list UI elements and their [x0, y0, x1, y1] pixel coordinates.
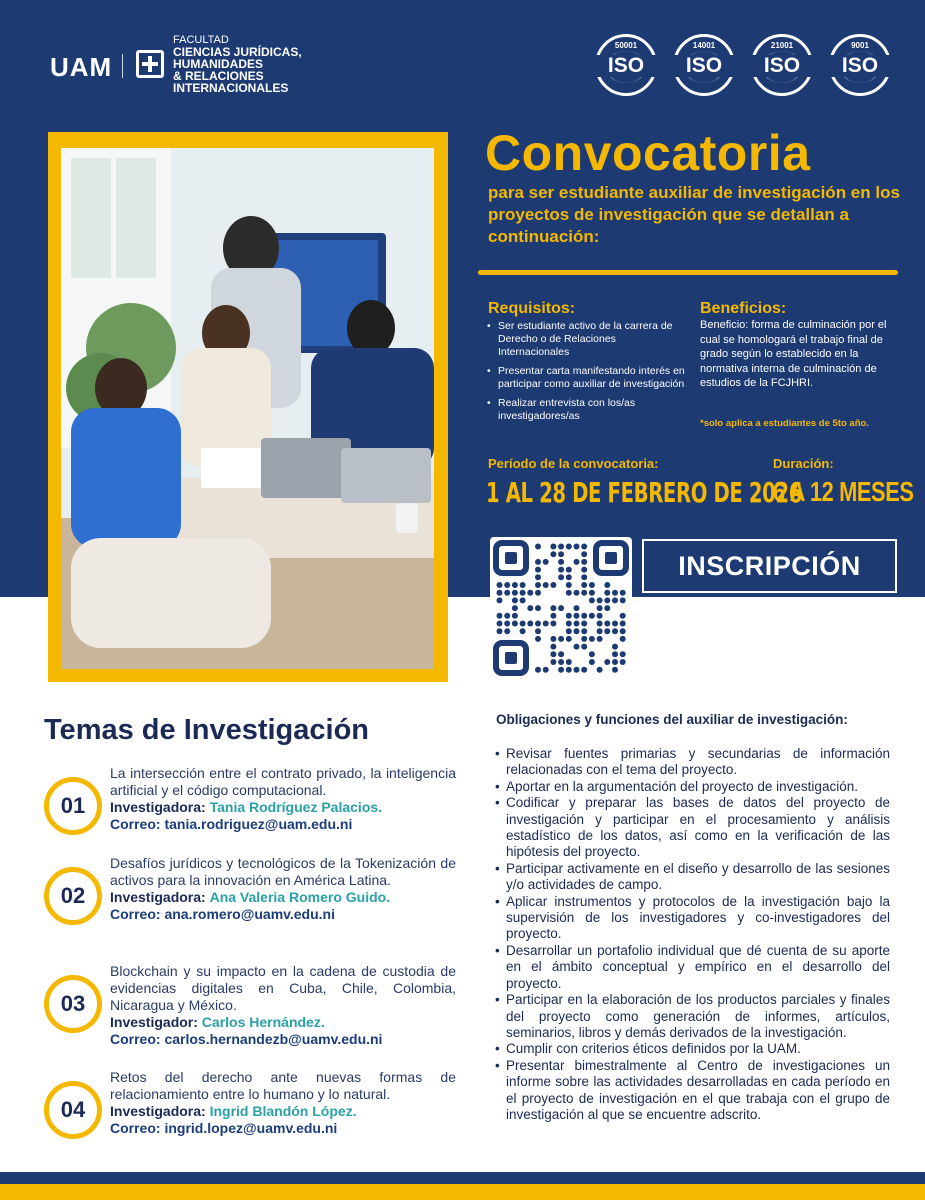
email-link[interactable]: ana.romero@uamv.edu.ni — [164, 906, 335, 922]
qr-module — [566, 659, 572, 665]
qr-module — [620, 597, 626, 603]
qr-module — [504, 590, 510, 596]
list-item: • Participar en la elaboración de los productos parciales y finales del proyecto como generación de informes, artículos, seminarios, libros y demás derivados de la investigación. — [495, 992, 890, 1041]
qr-module — [520, 628, 526, 634]
qr-module — [558, 667, 564, 673]
topic-text: Retos del derecho ante nuevas formas de relacionamiento entre lo humano y lo natural. — [110, 1069, 456, 1102]
list-item: • Codificar y preparar las bases de datos del proyecto de investigación y participar en el procesamiento y análisis estadístico de los datos, así como en la verificación de las hipótesis del proyecto. — [495, 795, 890, 861]
qr-module — [535, 605, 541, 611]
qr-module — [497, 590, 503, 596]
requirements-heading: Requisitos: — [488, 300, 576, 317]
qr-module — [558, 651, 564, 657]
qr-module — [535, 559, 541, 565]
qr-module — [550, 644, 556, 650]
qr-module — [550, 582, 556, 588]
page-subtitle: para ser estudiante auxiliar de investigación en los proyectos de investigación que se detallan a continuación: — [488, 183, 900, 246]
researcher-name: Ana Valeria Romero Guido. — [209, 889, 391, 905]
requirements-list — [487, 320, 687, 429]
qr-module — [535, 544, 541, 550]
topic-text: Desafíos jurídicos y tecnológicos de la Tokenización de activos para la innovación en América Latina. — [110, 855, 456, 888]
qr-module — [558, 605, 564, 611]
email-link[interactable]: tania.rodriguez@uam.edu.ni — [164, 816, 353, 832]
qr-module — [597, 605, 603, 611]
qr-module — [550, 551, 556, 557]
qr-module — [574, 544, 580, 550]
researcher-name: Tania Rodríguez Palacios. — [209, 799, 383, 815]
faculty-name — [173, 34, 302, 94]
qr-module — [535, 574, 541, 580]
qr-module — [597, 628, 603, 634]
qr-module — [527, 605, 533, 611]
qr-module — [550, 651, 556, 657]
qr-module — [589, 659, 595, 665]
researcher-label: Investigadora: — [110, 1103, 206, 1119]
logo-divider — [122, 54, 123, 78]
qr-module — [497, 621, 503, 627]
topic-body — [110, 1069, 456, 1137]
faculty-logo-icon — [136, 50, 164, 78]
qr-module — [566, 544, 572, 550]
qr-module — [558, 551, 564, 557]
qr-module — [520, 582, 526, 588]
qr-module — [604, 659, 610, 665]
email-link[interactable]: ingrid.lopez@uamv.edu.ni — [164, 1120, 338, 1136]
qr-module — [589, 597, 595, 603]
uam-logo: UAM — [50, 52, 113, 82]
footer-bar-navy — [0, 1172, 925, 1184]
qr-module — [620, 659, 626, 665]
topic-body — [110, 765, 456, 833]
qr-module — [604, 628, 610, 634]
qr-module — [589, 613, 595, 619]
benefits-heading: Beneficios: — [700, 300, 787, 317]
faculty-line-5: INTERNACIONALES — [173, 81, 289, 95]
qr-module — [574, 605, 580, 611]
qr-module — [512, 621, 518, 627]
topic-body — [110, 963, 456, 1048]
qr-module — [535, 636, 541, 642]
qr-module — [558, 559, 564, 565]
qr-module — [597, 667, 603, 673]
iso-badge-icon — [829, 34, 891, 96]
qr-module — [612, 597, 618, 603]
qr-module — [589, 590, 595, 596]
topic-number: 02 — [44, 867, 102, 925]
qr-module — [581, 613, 587, 619]
qr-module — [535, 590, 541, 596]
qr-module — [566, 628, 572, 634]
qr-module — [581, 621, 587, 627]
obligations-title: Obligaciones y funciones del auxiliar de investigación: — [496, 712, 848, 727]
topic-body — [110, 855, 456, 923]
qr-module — [520, 621, 526, 627]
qr-module — [604, 605, 610, 611]
qr-module — [612, 621, 618, 627]
iso-label: ISO — [594, 55, 658, 77]
qr-module — [504, 621, 510, 627]
qr-module — [558, 659, 564, 665]
iso-code: 9001 — [851, 41, 869, 50]
qr-module — [543, 582, 549, 588]
qr-module — [504, 628, 510, 634]
qr-module — [566, 621, 572, 627]
qr-module — [535, 621, 541, 627]
email-label: Correo: — [110, 816, 161, 832]
qr-module — [535, 667, 541, 673]
qr-module — [597, 621, 603, 627]
benefits-note: *solo aplica a estudiantes de 5to año. — [700, 418, 869, 429]
iso-code: 50001 — [614, 41, 638, 50]
period-value: 1 AL 28 DE FEBRERO DE 2026 — [486, 476, 803, 509]
qr-module — [550, 659, 556, 665]
qr-module — [504, 582, 510, 588]
qr-module — [574, 613, 580, 619]
qr-module — [520, 597, 526, 603]
topic-number: 03 — [44, 975, 102, 1033]
qr-module — [581, 590, 587, 596]
qr-module — [597, 597, 603, 603]
iso-badge-icon — [673, 34, 735, 96]
qr-module — [574, 628, 580, 634]
qr-module — [558, 544, 564, 550]
qr-module — [581, 582, 587, 588]
qr-module — [581, 567, 587, 573]
qr-module — [527, 621, 533, 627]
email-label: Correo: — [110, 906, 161, 922]
qr-module — [558, 636, 564, 642]
yellow-divider — [478, 270, 898, 275]
qr-module — [550, 621, 556, 627]
qr-module — [558, 567, 564, 573]
qr-module — [581, 544, 587, 550]
qr-module — [512, 590, 518, 596]
qr-module — [535, 582, 541, 588]
qr-module — [535, 628, 541, 634]
qr-module — [620, 636, 626, 642]
qr-module — [512, 597, 518, 603]
list-item: • Revisar fuentes primarias y secundarias de información relacionadas con el tema del proyecto. — [495, 746, 890, 779]
list-item: • Ser estudiante activo de la carrera de Derecho o de Relaciones Internacionales — [487, 320, 687, 359]
qr-module — [520, 590, 526, 596]
qr-module — [566, 613, 572, 619]
qr-module — [581, 574, 587, 580]
iso-badge-icon — [751, 34, 813, 96]
qr-module — [612, 590, 618, 596]
qr-module — [620, 621, 626, 627]
qr-module — [581, 628, 587, 634]
duration-heading: Duración: — [773, 456, 834, 471]
qr-module — [574, 559, 580, 565]
qr-module — [512, 605, 518, 611]
qr-module — [550, 636, 556, 642]
iso-label: ISO — [672, 55, 736, 77]
qr-module — [612, 644, 618, 650]
email-link[interactable]: carlos.hernandezb@uamv.edu.ni — [164, 1031, 383, 1047]
qr-module — [612, 667, 618, 673]
qr-module — [581, 667, 587, 673]
qr-module — [589, 636, 595, 642]
researcher-label: Investigadora: — [110, 889, 206, 905]
iso-certifications — [595, 34, 895, 104]
qr-module — [604, 590, 610, 596]
page-title: Convocatoria — [485, 125, 811, 181]
qr-module — [574, 590, 580, 596]
qr-module — [574, 621, 580, 627]
qr-module — [620, 613, 626, 619]
qr-module — [512, 582, 518, 588]
qr-module — [612, 659, 618, 665]
qr-module — [543, 621, 549, 627]
topic-text: La intersección entre el contrato privado, la inteligencia artificial y el código computacional. — [110, 765, 456, 798]
qr-module — [581, 551, 587, 557]
iso-badge-icon — [595, 34, 657, 96]
qr-module — [566, 567, 572, 573]
qr-module — [612, 628, 618, 634]
topics-title: Temas de Investigación — [44, 714, 370, 746]
iso-code: 14001 — [692, 41, 716, 50]
iso-label: ISO — [750, 55, 814, 77]
list-item: • Realizar entrevista con los/as investigadores/as — [487, 397, 687, 423]
qr-module — [566, 582, 572, 588]
qr-module — [550, 544, 556, 550]
researcher-name: Ingrid Blandón López. — [209, 1103, 357, 1119]
qr-module — [497, 628, 503, 634]
qr-code-icon — [490, 537, 632, 679]
qr-module — [504, 613, 510, 619]
qr-code[interactable] — [490, 537, 632, 679]
qr-module — [527, 590, 533, 596]
researcher-label: Investigadora: — [110, 799, 206, 815]
qr-module — [612, 651, 618, 657]
qr-module — [604, 582, 610, 588]
faculty-line-4: & RELACIONES — [173, 69, 264, 83]
duration-value: 6 A 12 MESES — [773, 476, 914, 507]
qr-module — [597, 636, 603, 642]
qr-module — [604, 597, 610, 603]
qr-module — [497, 597, 503, 603]
benefits-text: Beneficio: forma de culminación por el cual se homologará el trabajo final de grado según lo establecido en la normativa interna de culminación de estudios de la FCJHRI. — [700, 319, 887, 389]
qr-module — [535, 567, 541, 573]
qr-module — [566, 574, 572, 580]
email-label: Correo: — [110, 1031, 161, 1047]
qr-module — [497, 582, 503, 588]
qr-module — [620, 628, 626, 634]
topic-text: Blockchain y su impacto en la cadena de custodia de evidencias digitales en Cuba, Chile, Colombia, Nicaragua y México. — [110, 963, 456, 1013]
qr-module — [550, 605, 556, 611]
team-meeting-photo — [61, 148, 434, 669]
qr-module — [620, 651, 626, 657]
list-item: • Aplicar instrumentos y protocolos de la investigación bajo la supervisión de los investigadores y co-investigadores del proyecto. — [495, 894, 890, 943]
qr-module — [597, 613, 603, 619]
iso-label: ISO — [828, 55, 892, 77]
qr-module — [543, 667, 549, 673]
footer-bar-yellow — [0, 1184, 925, 1200]
researcher-label: Investigador: — [110, 1014, 198, 1030]
period-heading: Período de la convocatoria: — [488, 456, 659, 471]
qr-module — [566, 590, 572, 596]
qr-module — [497, 613, 503, 619]
faculty-line-2: CIENCIAS JURÍDICAS, — [173, 45, 302, 59]
qr-module — [512, 613, 518, 619]
list-item: • Presentar bimestralmente al Centro de investigaciones un informe sobre las actividades desarrolladas en cada período en el proyecto de investigación en el que trabaja con el grupo de investigación al que se encuentre adscrito. — [495, 1058, 890, 1124]
faculty-line-1: FACULTAD — [173, 34, 229, 46]
qr-module — [574, 644, 580, 650]
qr-module — [581, 644, 587, 650]
iso-code: 21001 — [770, 41, 794, 50]
list-item: • Desarrollar un portafolio individual que dé cuenta de su aporte en el ámbito conceptual y empírico en el desarrollo del proyecto. — [495, 943, 890, 992]
list-item: • Cumplir con criterios éticos definidos por la UAM. — [495, 1041, 890, 1057]
qr-module — [604, 621, 610, 627]
obligations-list — [495, 746, 890, 1123]
faculty-line-3: HUMANIDADES — [173, 57, 263, 71]
inscription-button[interactable]: INSCRIPCIÓN — [642, 539, 897, 593]
qr-module — [574, 667, 580, 673]
office-scene-illustration — [61, 148, 434, 669]
topic-number: 04 — [44, 1081, 102, 1139]
qr-module — [581, 636, 587, 642]
qr-module — [566, 636, 572, 642]
list-item: • Presentar carta manifestando interés en participar como auxiliar de investigación — [487, 365, 687, 391]
qr-module — [566, 667, 572, 673]
qr-module — [581, 559, 587, 565]
qr-module — [558, 574, 564, 580]
email-label: Correo: — [110, 1120, 161, 1136]
researcher-name: Carlos Hernández. — [201, 1014, 325, 1030]
qr-module — [589, 651, 595, 657]
qr-module — [543, 559, 549, 565]
qr-module — [550, 613, 556, 619]
topic-number: 01 — [44, 777, 102, 835]
qr-module — [620, 590, 626, 596]
qr-module — [589, 582, 595, 588]
list-item: • Aportar en la argumentación del proyecto de investigación. — [495, 779, 890, 795]
list-item: • Participar activamente en el diseño y desarrollo de las sesiones y/o actividades de campo. — [495, 861, 890, 894]
